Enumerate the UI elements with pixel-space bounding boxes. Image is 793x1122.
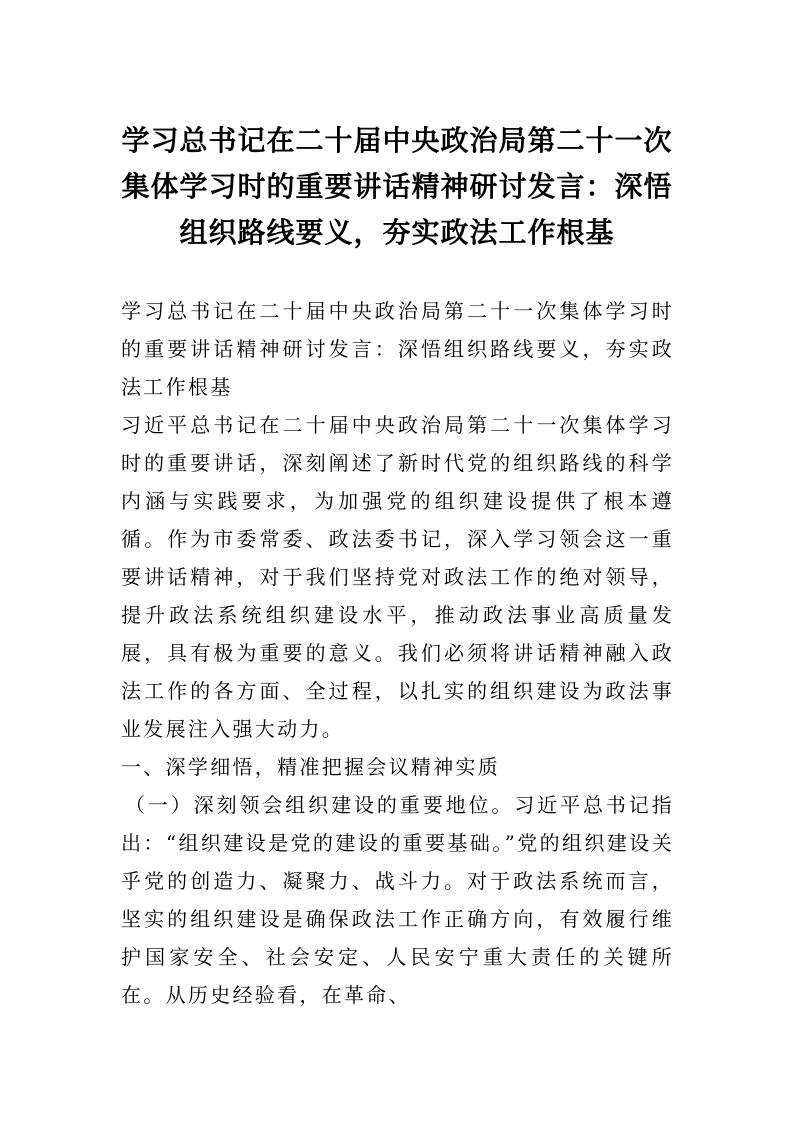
document-body bbox=[121, 292, 674, 1014]
document-title: 学习总书记在二十届中央政治局第二十一次集体学习时的重要讲话精神研讨发言：深悟组织路线要义，夯实政法工作根基 bbox=[121, 124, 673, 249]
section-heading-one: 一、深学细悟，精准把握会议精神实质 bbox=[121, 755, 501, 779]
paragraph-heading-repeat: 学习总书记在二十届中央政治局第二十一次集体学习时的重要讲话精神研讨发言：深悟组织路线要义，夯实政法工作根基 bbox=[121, 299, 674, 399]
paragraph-subsection-one: （一）深刻领会组织建设的重要地位。习近平总书记指出：“组织建设是党的建设的重要基础。”党的组织建设关乎党的创造力、凝聚力、战斗力。对于政法系统而言，坚实的组织建设是确保政法工作正确方向，有效履行维护国家安全、社会安定、人民安宁重大责任的关键所在。从历史经验看，在革命、 bbox=[121, 793, 674, 1007]
paragraph-intro: 习近平总书记在二十届中央政治局第二十一次集体学习时的重要讲话，深刻阐述了新时代党的组织路线的科学内涵与实践要求，为加强党的组织建设提供了根本遵循。作为市委常委、政法委书记，深入学习领会这一重要讲话精神，对于我们坚持党对政法工作的绝对领导，提升政法系统组织建设水平，推动政法事业高质量发展，具有极为重要的意义。我们必须将讲话精神融入政法工作的各方面、全过程，以扎实的组织建设为政法事业发展注入强大动力。 bbox=[121, 413, 674, 741]
